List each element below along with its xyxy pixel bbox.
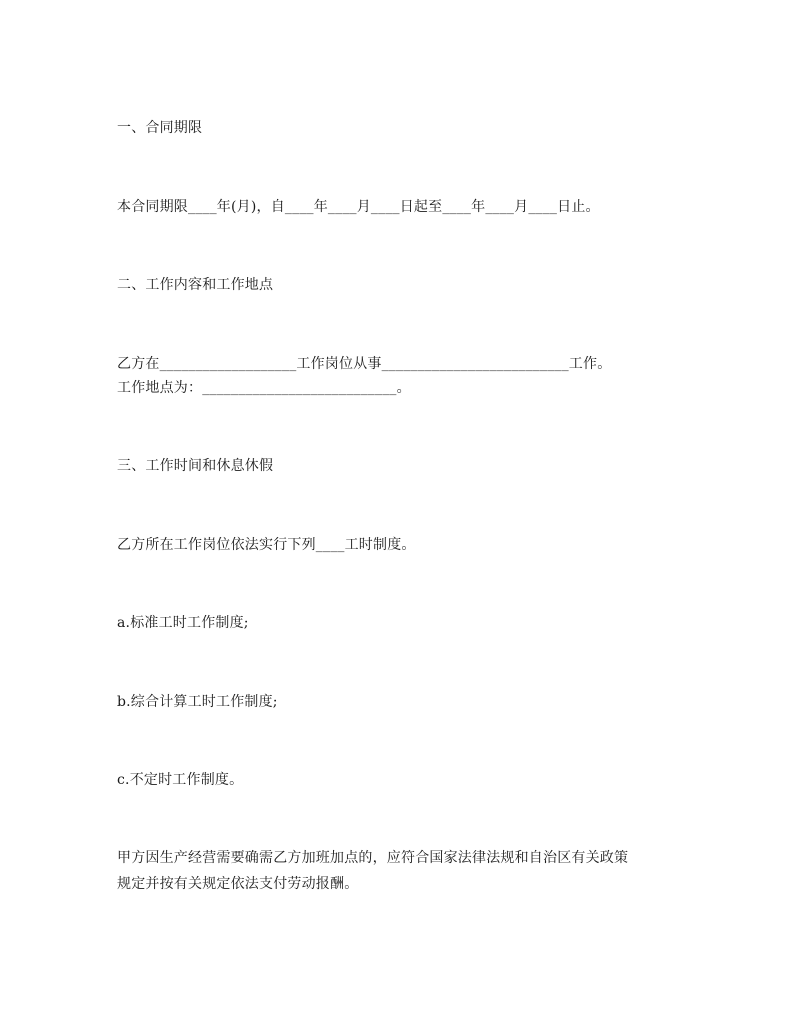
option-b: b.综合计算工时工作制度; (117, 694, 278, 710)
overtime-paragraph-line1: 甲方因生产经营需要确需乙方加班加点的，应符合国家法律法规和自治区有关政策 (117, 850, 629, 866)
section2-body-line2: 工作地点为：___________________________。 (117, 380, 411, 396)
section2-heading: 二、工作内容和工作地点 (117, 277, 274, 293)
section1-heading: 一、合同期限 (117, 120, 203, 136)
overtime-paragraph-line2: 规定并按有关规定依法支付劳动报酬。 (117, 876, 359, 892)
section3-intro: 乙方所在工作岗位依法实行下列____工时制度。 (117, 537, 416, 553)
section2-body-line1: 乙方在___________________工作岗位从事__________________________工作。 (117, 356, 612, 372)
option-c: c.不定时工作制度。 (117, 772, 244, 788)
option-a: a.标准工时工作制度; (117, 615, 249, 631)
section3-heading: 三、工作时间和休息休假 (117, 458, 274, 474)
section1-body: 本合同期限____年(月)，自____年____月____日起至____年____月____日止。 (117, 199, 600, 215)
